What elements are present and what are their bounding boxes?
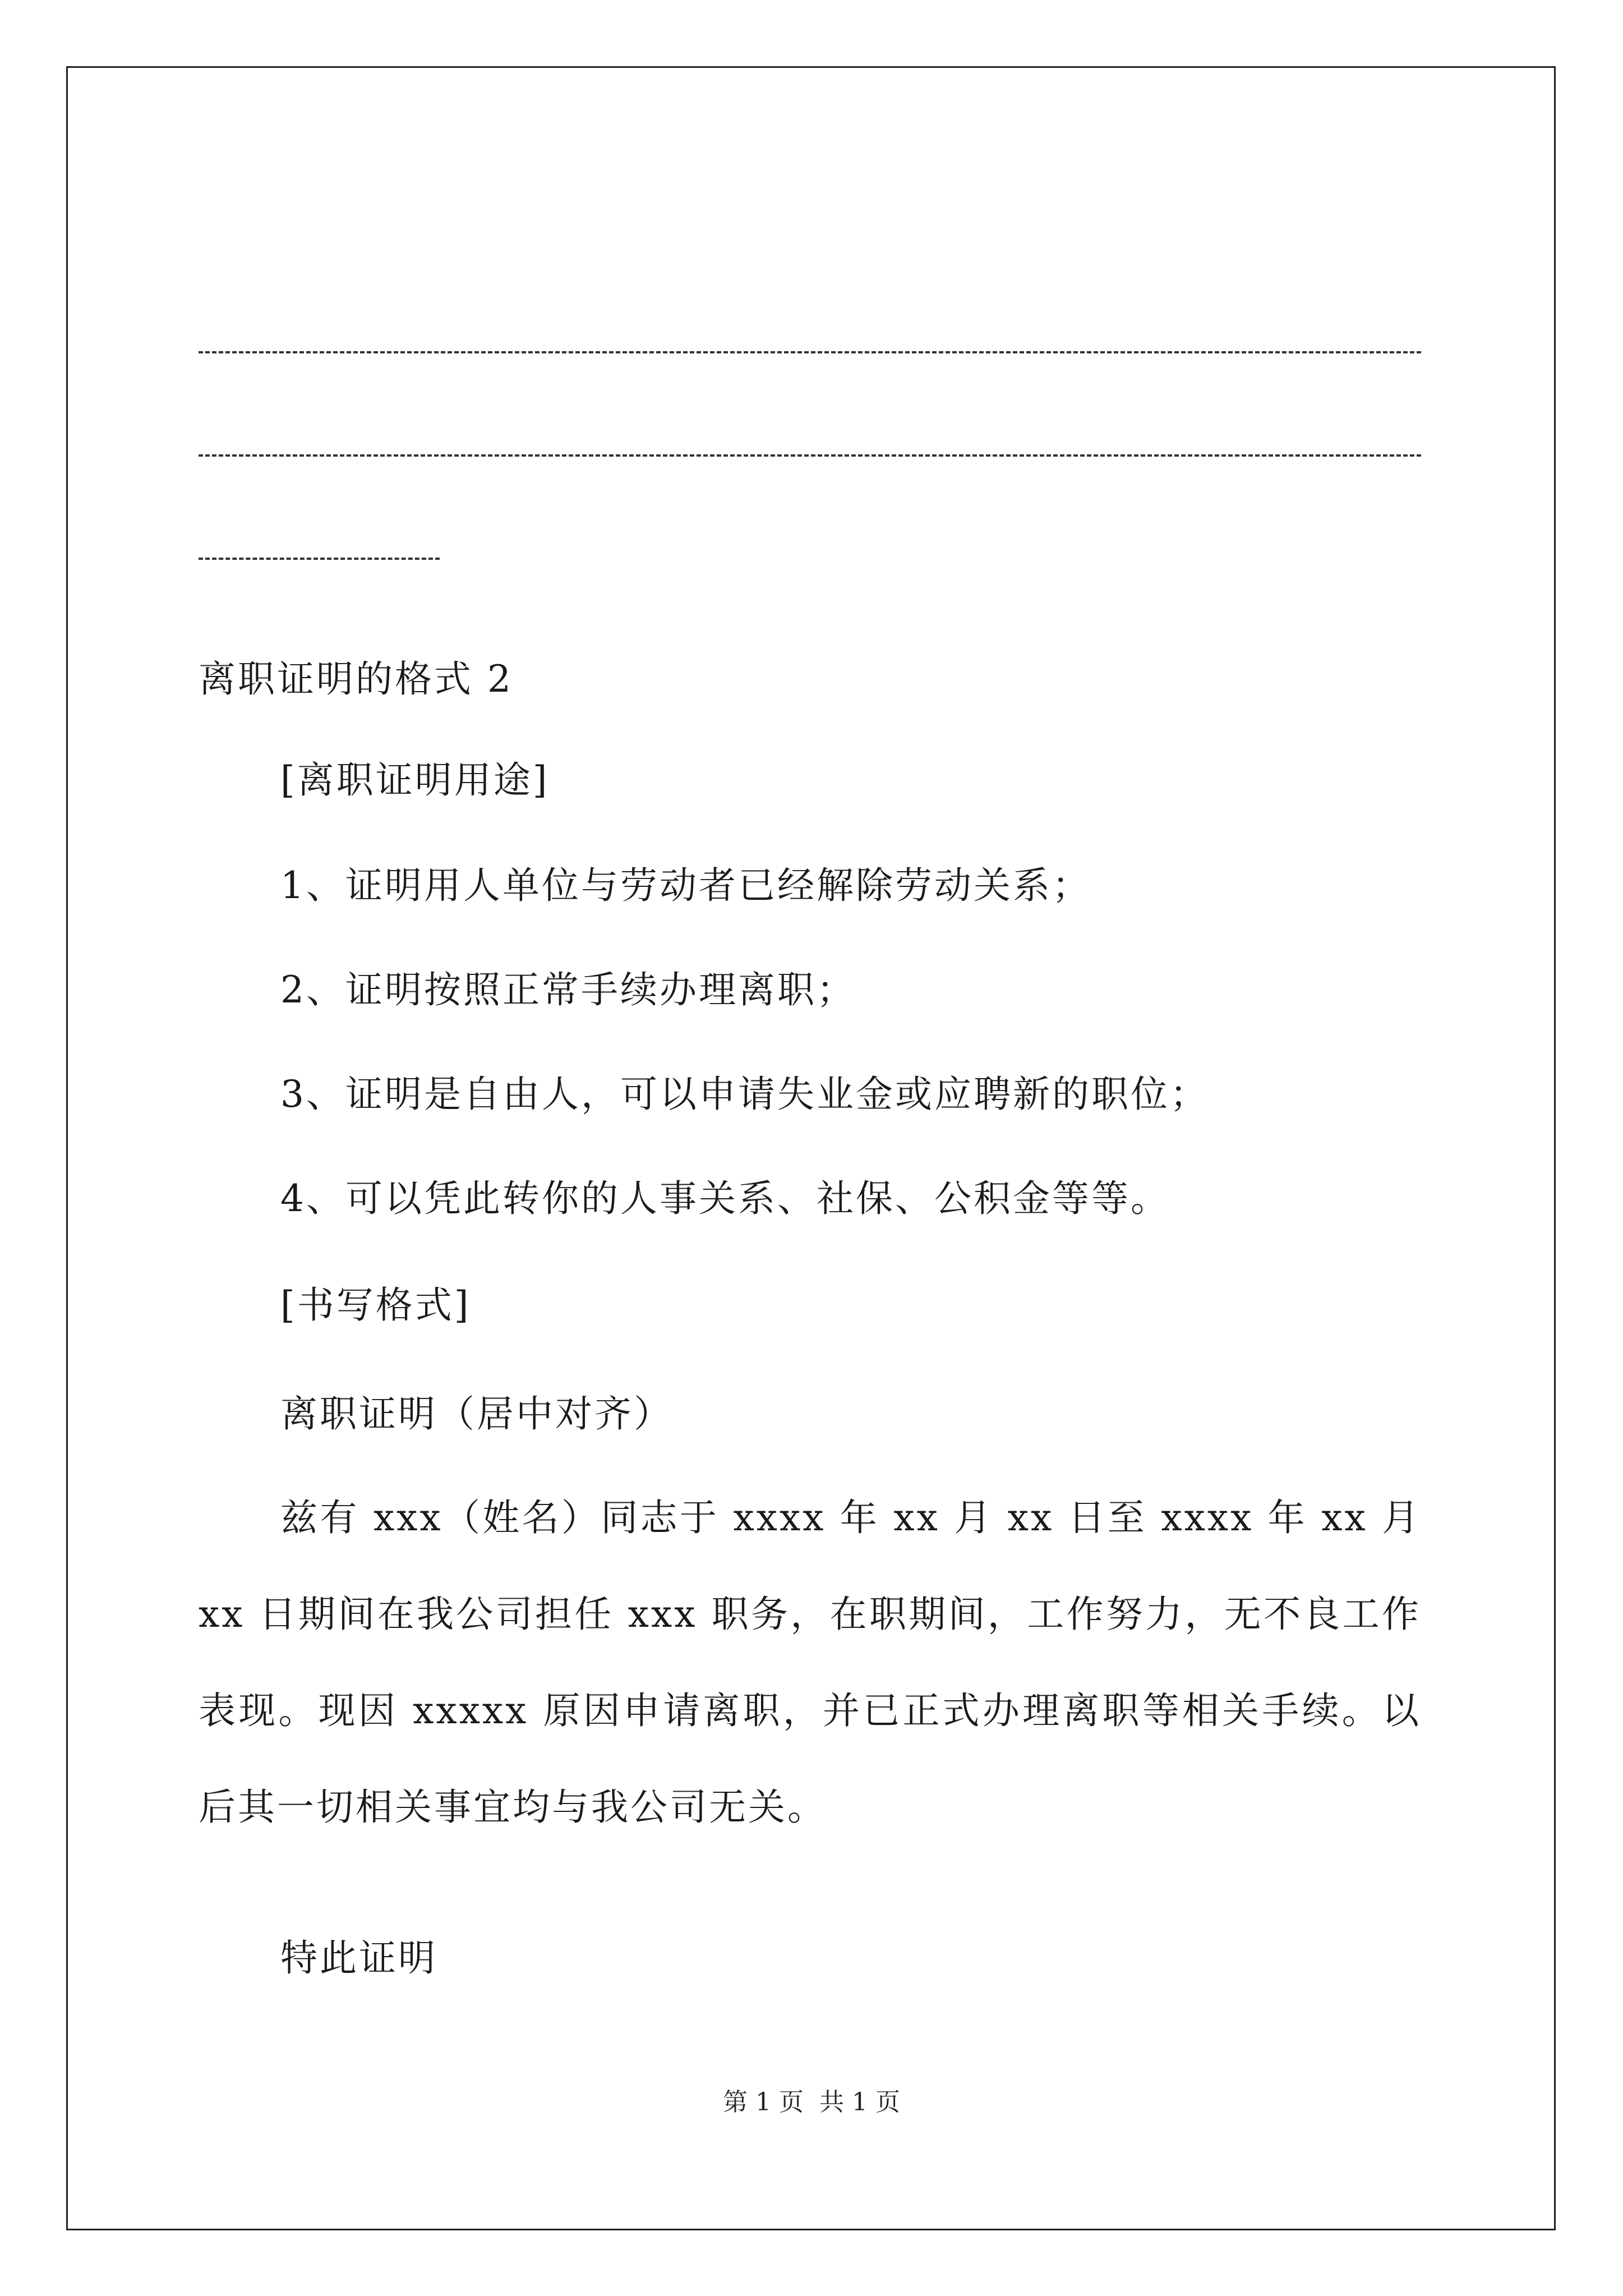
page-border [66,66,1556,2230]
document-heading: 离职证明的格式 2 [199,657,513,701]
template-body: 兹有 xxx（姓名）同志于 xxxx 年 xx 月 xx 日至 xxxx 年 xx 月 xx 日期间在我公司担任 xxx 职务，在职期间，工作努力，无不良工作表现。现因 xxxxx 原因申请离职，并已正式办理离职等相关手续。以后其一切相关事宜均与我公司无关。 [199,1496,1421,1829]
section-heading-usage: [离职证明用途] [280,758,550,802]
dashed-separator [199,558,440,560]
usage-item: 4、可以凭此转你的人事关系、社保、公积金等等。 [280,1177,1170,1220]
usage-item: 3、证明是自由人，可以申请失业金或应聘新的职位； [280,1073,1209,1116]
template-title: 离职证明（居中对齐） [280,1392,673,1435]
page-footer [0,2086,1623,2119]
page-number: 第 1 页 [723,2088,804,2116]
page-total: 共 1 页 [819,2088,900,2116]
dashed-separator [199,351,1421,353]
closing-line: 特此证明 [280,1936,437,1980]
usage-item: 1、证明用人单位与劳动者已经解除劳动关系； [280,864,1091,907]
usage-item: 2、证明按照正常手续办理离职； [280,968,856,1011]
section-heading-format: [书写格式] [280,1283,471,1327]
dashed-separator [199,454,1421,457]
